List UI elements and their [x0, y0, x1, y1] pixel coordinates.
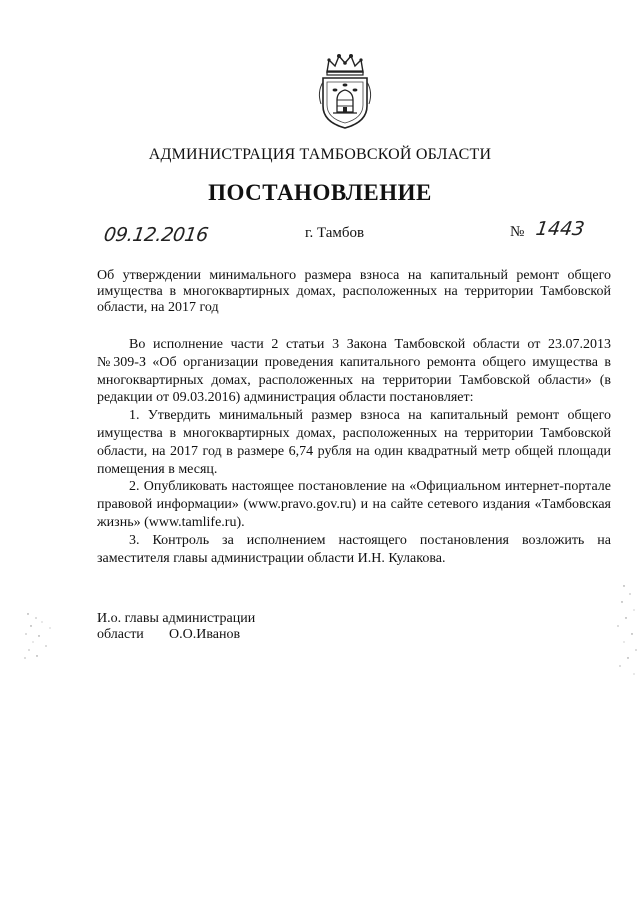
- preamble-paragraph: Во исполнение части 2 статьи 3 Закона Тамбовской области от 23.07.2013 №309-З «Об организации проведения капитального ремонта общего имущества в многоквартирных домах, расположенных на территории Тамбовской области» (в редакции от 09.03.2016) администрация области постановляет:: [97, 337, 611, 406]
- number-sign: №: [510, 224, 525, 240]
- signatory-role-line-2: области: [97, 627, 144, 642]
- signatory-name: О.О.Иванов: [169, 627, 241, 642]
- signatory-role-line-1: И.о. главы администрации: [97, 611, 256, 626]
- scan-noise-left: [22, 606, 62, 666]
- scan-noise-right: [604, 580, 638, 680]
- item-3-paragraph: 3. Контроль за исполнением настоящего постановления возложить на заместителя главы администрации области И.Н. Кулакова.: [97, 532, 611, 566]
- city-label: г. Тамбов: [305, 225, 365, 241]
- tambov-coat-of-arms-icon: [315, 52, 375, 130]
- item-2-paragraph: 2. Опубликовать настоящее постановление на «Официальном интернет-портале правовой информации» (www.pravo.gov.ru) и на сайте сетевого издания «Тамбовская жизнь» (www.tamlife.ru).: [97, 479, 611, 530]
- handwritten-date: 09.12.2016: [102, 224, 210, 246]
- document-body: [97, 336, 611, 567]
- organization-title: АДМИНИСТРАЦИЯ ТАМБОВСКОЙ ОБЛАСТИ: [148, 146, 492, 163]
- item-1-paragraph: 1. Утвердить минимальный размер взноса на капитальный ремонт общего имущества в многоквартирных домах, расположенных на территории Тамбовской области, на 2017 год в размере 6,74 рубля на один квадратный метр общей площади помещения в месяц.: [97, 408, 611, 477]
- signatory-row: [97, 627, 255, 643]
- signature-block: [97, 611, 255, 643]
- document-subject: Об утверждении минимального размера взноса на капитальный ремонт общего имущества в многоквартирных домах, расположенных на территории Тамбовской области, на 2017 год: [97, 268, 611, 315]
- document-type-heading: ПОСТАНОВЛЕНИЕ: [208, 180, 432, 205]
- handwritten-document-number: 1443: [534, 218, 586, 240]
